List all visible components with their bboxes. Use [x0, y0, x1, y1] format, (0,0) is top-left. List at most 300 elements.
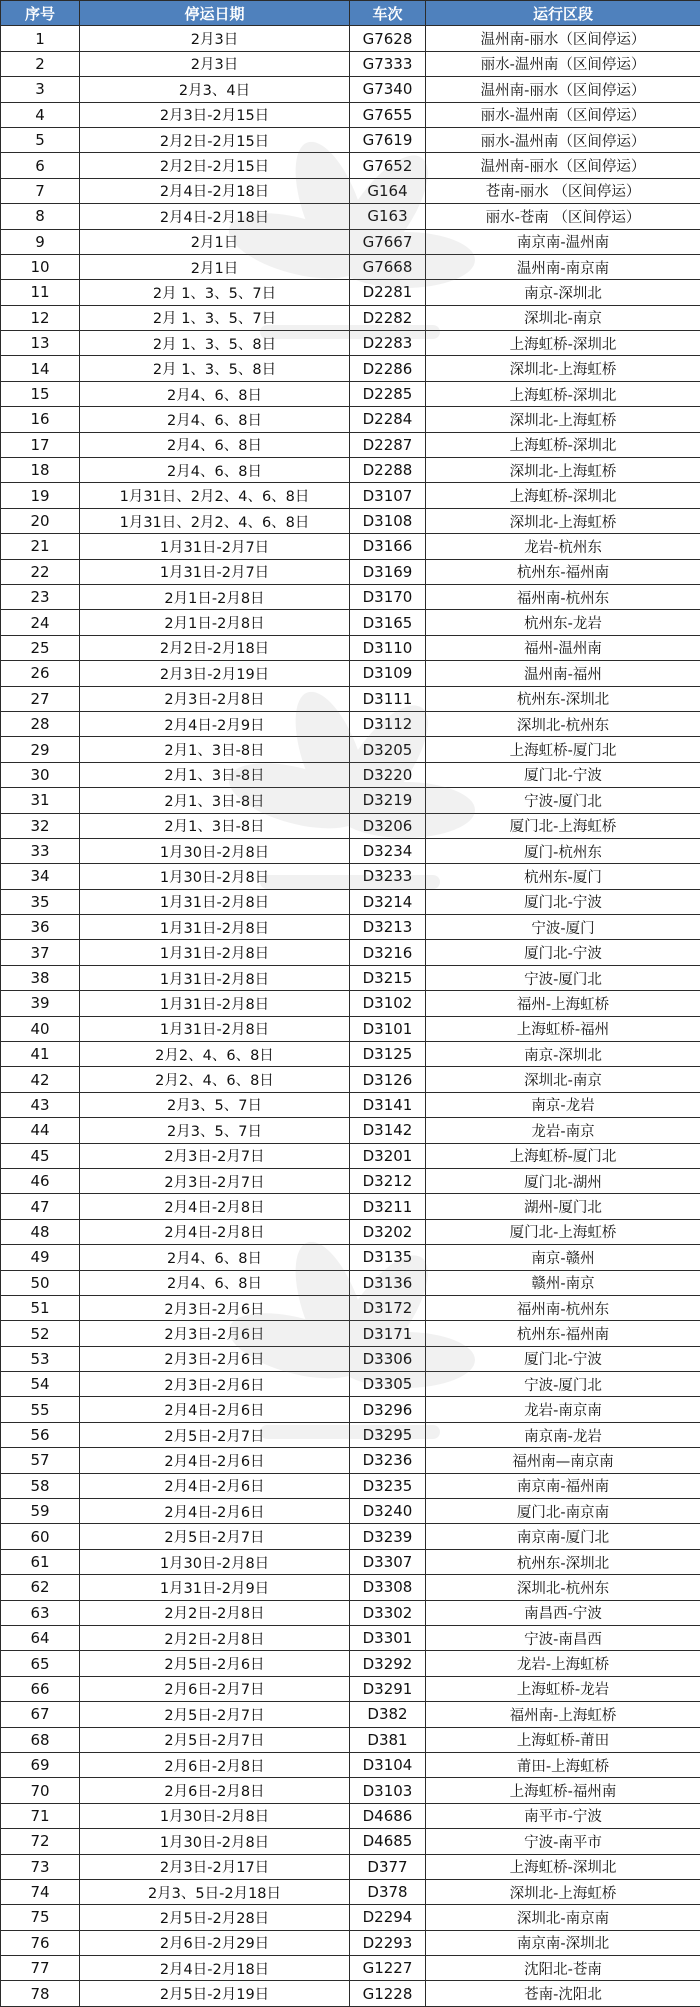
cell-seq: 44 — [1, 1118, 80, 1143]
cell-suspend-date: 2月2日-2月18日 — [80, 635, 350, 660]
cell-seq: 63 — [1, 1600, 80, 1625]
cell-route-section: 杭州东-厦门 — [426, 864, 700, 889]
cell-train-number: D381 — [350, 1727, 426, 1752]
cell-seq: 13 — [1, 331, 80, 356]
header-train-number: 车次 — [350, 1, 426, 26]
table-row — [1, 1042, 700, 1067]
cell-seq: 61 — [1, 1549, 80, 1574]
cell-suspend-date: 1月30日-2月8日 — [80, 1803, 350, 1828]
cell-suspend-date: 2月2、4、6、8日 — [80, 1067, 350, 1092]
cell-train-number: D2285 — [350, 381, 426, 406]
table-row — [1, 534, 700, 559]
cell-route-section: 温州南-福州 — [426, 661, 700, 686]
cell-seq: 1 — [1, 26, 80, 51]
cell-train-number: D3214 — [350, 889, 426, 914]
table-row — [1, 77, 700, 102]
cell-route-section: 厦门北-宁波 — [426, 762, 700, 787]
cell-seq: 42 — [1, 1067, 80, 1092]
cell-train-number: G7619 — [350, 127, 426, 152]
table-row — [1, 254, 700, 279]
cell-seq: 22 — [1, 559, 80, 584]
cell-route-section: 杭州东-深圳北 — [426, 686, 700, 711]
table-row — [1, 1295, 700, 1320]
cell-train-number: D3291 — [350, 1676, 426, 1701]
cell-route-section: 温州南-丽水（区间停运） — [426, 77, 700, 102]
cell-train-number: D3136 — [350, 1270, 426, 1295]
cell-train-number: D3239 — [350, 1524, 426, 1549]
cell-suspend-date: 2月2日-2月8日 — [80, 1600, 350, 1625]
header-row — [1, 1, 700, 26]
cell-train-number: D3296 — [350, 1397, 426, 1422]
cell-train-number: D2288 — [350, 458, 426, 483]
table-row — [1, 1016, 700, 1041]
cell-suspend-date: 2月3日 — [80, 51, 350, 76]
cell-suspend-date: 2月6日-2月8日 — [80, 1778, 350, 1803]
cell-seq: 23 — [1, 584, 80, 609]
cell-train-number: D377 — [350, 1854, 426, 1879]
table-row — [1, 686, 700, 711]
cell-route-section: 上海虹桥-厦门北 — [426, 737, 700, 762]
cell-suspend-date: 2月3、4日 — [80, 77, 350, 102]
cell-route-section: 上海虹桥-莆田 — [426, 1727, 700, 1752]
cell-seq: 73 — [1, 1854, 80, 1879]
cell-suspend-date: 1月31日-2月8日 — [80, 915, 350, 940]
cell-suspend-date: 2月5日-2月7日 — [80, 1702, 350, 1727]
table-row — [1, 1245, 700, 1270]
cell-suspend-date: 2月3、5、7日 — [80, 1092, 350, 1117]
cell-route-section: 深圳北-南京南 — [426, 1905, 700, 1930]
cell-route-section: 龙岩-上海虹桥 — [426, 1651, 700, 1676]
cell-route-section: 上海虹桥-龙岩 — [426, 1676, 700, 1701]
cell-seq: 47 — [1, 1194, 80, 1219]
table-row — [1, 204, 700, 229]
cell-route-section: 南京南-深圳北 — [426, 1930, 700, 1955]
cell-seq: 41 — [1, 1042, 80, 1067]
cell-route-section: 上海虹桥-深圳北 — [426, 432, 700, 457]
cell-train-number: D3102 — [350, 991, 426, 1016]
cell-seq: 24 — [1, 610, 80, 635]
cell-route-section: 厦门北-南京南 — [426, 1499, 700, 1524]
cell-suspend-date: 1月31日-2月7日 — [80, 534, 350, 559]
cell-seq: 37 — [1, 940, 80, 965]
cell-suspend-date: 1月31日-2月8日 — [80, 965, 350, 990]
cell-suspend-date: 1月30日-2月8日 — [80, 864, 350, 889]
cell-train-number: D3103 — [350, 1778, 426, 1803]
cell-train-number: D3236 — [350, 1448, 426, 1473]
table-row — [1, 1905, 700, 1930]
cell-route-section: 厦门北-宁波 — [426, 889, 700, 914]
cell-seq: 19 — [1, 483, 80, 508]
cell-train-number: D3302 — [350, 1600, 426, 1625]
cell-seq: 52 — [1, 1321, 80, 1346]
table-row — [1, 838, 700, 863]
cell-train-number: D3170 — [350, 584, 426, 609]
cell-route-section: 深圳北-上海虹桥 — [426, 508, 700, 533]
cell-train-number: D3172 — [350, 1295, 426, 1320]
cell-train-number: D2283 — [350, 331, 426, 356]
table-row — [1, 1473, 700, 1498]
cell-suspend-date: 2月2日-2月8日 — [80, 1626, 350, 1651]
cell-train-number: G7652 — [350, 153, 426, 178]
table-row — [1, 1879, 700, 1904]
table-row — [1, 965, 700, 990]
table-row — [1, 1803, 700, 1828]
cell-suspend-date: 2月2日-2月15日 — [80, 153, 350, 178]
cell-suspend-date: 2月5日-2月7日 — [80, 1727, 350, 1752]
cell-route-section: 沈阳北-苍南 — [426, 1956, 700, 1981]
table-row — [1, 889, 700, 914]
cell-train-number: D3171 — [350, 1321, 426, 1346]
cell-route-section: 福州南-杭州东 — [426, 584, 700, 609]
cell-route-section: 赣州-南京 — [426, 1270, 700, 1295]
cell-train-number: D3301 — [350, 1626, 426, 1651]
cell-seq: 27 — [1, 686, 80, 711]
cell-suspend-date: 2月4日-2月6日 — [80, 1499, 350, 1524]
cell-route-section: 南京南-龙岩 — [426, 1422, 700, 1447]
cell-seq: 40 — [1, 1016, 80, 1041]
cell-seq: 58 — [1, 1473, 80, 1498]
cell-route-section: 苍南-沈阳北 — [426, 1981, 700, 2006]
cell-seq: 51 — [1, 1295, 80, 1320]
table-row — [1, 407, 700, 432]
cell-train-number: D3233 — [350, 864, 426, 889]
cell-train-number: D378 — [350, 1879, 426, 1904]
cell-seq: 33 — [1, 838, 80, 863]
table-row — [1, 1372, 700, 1397]
cell-suspend-date: 2月 1、3、5、8日 — [80, 331, 350, 356]
cell-route-section: 宁波-厦门北 — [426, 788, 700, 813]
cell-suspend-date: 1月31日-2月9日 — [80, 1575, 350, 1600]
cell-suspend-date: 2月1、3日-8日 — [80, 813, 350, 838]
cell-train-number: D3201 — [350, 1143, 426, 1168]
cell-route-section: 温州南-丽水（区间停运） — [426, 26, 700, 51]
table-row — [1, 1676, 700, 1701]
table-row — [1, 356, 700, 381]
cell-seq: 56 — [1, 1422, 80, 1447]
cell-train-number: D3220 — [350, 762, 426, 787]
cell-route-section: 南京-龙岩 — [426, 1092, 700, 1117]
cell-train-number: D3109 — [350, 661, 426, 686]
cell-suspend-date: 2月5日-2月19日 — [80, 1981, 350, 2006]
table-row — [1, 1422, 700, 1447]
cell-route-section: 福州南-杭州东 — [426, 1295, 700, 1320]
cell-route-section: 南京-赣州 — [426, 1245, 700, 1270]
cell-train-number: D2286 — [350, 356, 426, 381]
cell-route-section: 上海虹桥-深圳北 — [426, 483, 700, 508]
cell-route-section: 深圳北-上海虹桥 — [426, 407, 700, 432]
cell-suspend-date: 1月31日-2月7日 — [80, 559, 350, 584]
cell-train-number: D3307 — [350, 1549, 426, 1574]
cell-suspend-date: 1月31日-2月8日 — [80, 991, 350, 1016]
cell-route-section: 南平市-宁波 — [426, 1803, 700, 1828]
cell-route-section: 上海虹桥-厦门北 — [426, 1143, 700, 1168]
cell-suspend-date: 1月31日-2月8日 — [80, 889, 350, 914]
cell-seq: 36 — [1, 915, 80, 940]
table-row — [1, 1194, 700, 1219]
cell-seq: 59 — [1, 1499, 80, 1524]
table-row — [1, 1575, 700, 1600]
table-row — [1, 991, 700, 1016]
table-row — [1, 1168, 700, 1193]
cell-train-number: D3165 — [350, 610, 426, 635]
cell-train-number: G1228 — [350, 1981, 426, 2006]
cell-train-number: D4685 — [350, 1829, 426, 1854]
cell-suspend-date: 2月4、6、8日 — [80, 432, 350, 457]
cell-train-number: D3212 — [350, 1168, 426, 1193]
cell-suspend-date: 2月6日-2月8日 — [80, 1752, 350, 1777]
table-row — [1, 1524, 700, 1549]
cell-suspend-date: 2月4、6、8日 — [80, 1245, 350, 1270]
table-row — [1, 1549, 700, 1574]
cell-route-section: 苍南-丽水 （区间停运） — [426, 178, 700, 203]
cell-seq: 43 — [1, 1092, 80, 1117]
cell-route-section: 上海虹桥-福州 — [426, 1016, 700, 1041]
table-row — [1, 610, 700, 635]
table-row — [1, 280, 700, 305]
cell-train-number: D3206 — [350, 813, 426, 838]
table-row — [1, 1702, 700, 1727]
cell-suspend-date: 2月1日-2月8日 — [80, 610, 350, 635]
table-row — [1, 1346, 700, 1371]
table-row — [1, 1981, 700, 2006]
cell-seq: 26 — [1, 661, 80, 686]
cell-suspend-date: 2月4、6、8日 — [80, 407, 350, 432]
cell-train-number: D3111 — [350, 686, 426, 711]
table-row — [1, 813, 700, 838]
cell-seq: 53 — [1, 1346, 80, 1371]
table-row — [1, 51, 700, 76]
cell-suspend-date: 2月5日-2月7日 — [80, 1524, 350, 1549]
cell-seq: 76 — [1, 1930, 80, 1955]
cell-seq: 64 — [1, 1626, 80, 1651]
cell-train-number: D3240 — [350, 1499, 426, 1524]
cell-train-number: G7668 — [350, 254, 426, 279]
cell-suspend-date: 2月4、6、8日 — [80, 381, 350, 406]
cell-suspend-date: 1月31日-2月8日 — [80, 940, 350, 965]
table-row — [1, 483, 700, 508]
cell-seq: 54 — [1, 1372, 80, 1397]
table-row — [1, 1118, 700, 1143]
cell-train-number: D2284 — [350, 407, 426, 432]
cell-train-number: D3126 — [350, 1067, 426, 1092]
cell-suspend-date: 2月3日-2月17日 — [80, 1854, 350, 1879]
cell-train-number: G7655 — [350, 102, 426, 127]
cell-train-number: G164 — [350, 178, 426, 203]
cell-seq: 45 — [1, 1143, 80, 1168]
cell-train-number: D2287 — [350, 432, 426, 457]
cell-train-number: D3295 — [350, 1422, 426, 1447]
cell-suspend-date: 2月3、5、7日 — [80, 1118, 350, 1143]
cell-seq: 8 — [1, 204, 80, 229]
cell-route-section: 厦门-杭州东 — [426, 838, 700, 863]
cell-route-section: 宁波-厦门北 — [426, 965, 700, 990]
header-suspend-date: 停运日期 — [80, 1, 350, 26]
table-row — [1, 331, 700, 356]
cell-route-section: 深圳北-上海虹桥 — [426, 356, 700, 381]
cell-train-number: D3125 — [350, 1042, 426, 1067]
cell-route-section: 上海虹桥-深圳北 — [426, 1854, 700, 1879]
cell-train-number: G7667 — [350, 229, 426, 254]
cell-route-section: 南昌西-宁波 — [426, 1600, 700, 1625]
table-header — [1, 1, 700, 26]
cell-suspend-date: 2月3日-2月7日 — [80, 1168, 350, 1193]
cell-route-section: 上海虹桥-深圳北 — [426, 331, 700, 356]
cell-train-number: D3202 — [350, 1219, 426, 1244]
cell-seq: 32 — [1, 813, 80, 838]
cell-train-number: D3107 — [350, 483, 426, 508]
table-row — [1, 127, 700, 152]
cell-route-section: 南京南-厦门北 — [426, 1524, 700, 1549]
cell-route-section: 温州南-南京南 — [426, 254, 700, 279]
header-seq: 序号 — [1, 1, 80, 26]
cell-seq: 38 — [1, 965, 80, 990]
cell-route-section: 龙岩-南京南 — [426, 1397, 700, 1422]
cell-train-number: D3141 — [350, 1092, 426, 1117]
cell-train-number: D3110 — [350, 635, 426, 660]
cell-suspend-date: 2月6日-2月29日 — [80, 1930, 350, 1955]
cell-route-section: 湖州-厦门北 — [426, 1194, 700, 1219]
cell-suspend-date: 2月1日-2月8日 — [80, 584, 350, 609]
cell-route-section: 莆田-上海虹桥 — [426, 1752, 700, 1777]
cell-seq: 6 — [1, 153, 80, 178]
cell-route-section: 龙岩-南京 — [426, 1118, 700, 1143]
table-row — [1, 1930, 700, 1955]
cell-route-section: 厦门北-上海虹桥 — [426, 813, 700, 838]
cell-route-section: 龙岩-杭州东 — [426, 534, 700, 559]
cell-suspend-date: 2月3日-2月8日 — [80, 686, 350, 711]
table-row — [1, 1956, 700, 1981]
cell-seq: 77 — [1, 1956, 80, 1981]
cell-suspend-date: 2月 1、3、5、7日 — [80, 280, 350, 305]
table-row — [1, 102, 700, 127]
cell-train-number: G1227 — [350, 1956, 426, 1981]
cell-seq: 7 — [1, 178, 80, 203]
cell-seq: 72 — [1, 1829, 80, 1854]
cell-suspend-date: 2月1、3日-8日 — [80, 788, 350, 813]
cell-train-number: D382 — [350, 1702, 426, 1727]
cell-route-section: 杭州东-福州南 — [426, 1321, 700, 1346]
cell-suspend-date: 2月3日-2月6日 — [80, 1295, 350, 1320]
cell-suspend-date: 2月1、3日-8日 — [80, 762, 350, 787]
table-row — [1, 1854, 700, 1879]
cell-train-number: D3135 — [350, 1245, 426, 1270]
cell-suspend-date: 2月4日-2月18日 — [80, 178, 350, 203]
cell-seq: 12 — [1, 305, 80, 330]
table-row — [1, 584, 700, 609]
cell-route-section: 丽水-温州南（区间停运） — [426, 127, 700, 152]
table-row — [1, 1600, 700, 1625]
cell-suspend-date: 1月31日、2月2、4、6、8日 — [80, 483, 350, 508]
cell-suspend-date: 2月5日-2月28日 — [80, 1905, 350, 1930]
cell-suspend-date: 2月4日-2月18日 — [80, 204, 350, 229]
cell-suspend-date: 2月4日-2月8日 — [80, 1219, 350, 1244]
cell-seq: 17 — [1, 432, 80, 457]
cell-route-section: 深圳北-杭州东 — [426, 1575, 700, 1600]
table-row — [1, 1067, 700, 1092]
cell-route-section: 宁波-南平市 — [426, 1829, 700, 1854]
cell-seq: 31 — [1, 788, 80, 813]
table-row — [1, 1651, 700, 1676]
cell-train-number: D3205 — [350, 737, 426, 762]
cell-seq: 48 — [1, 1219, 80, 1244]
header-route-section: 运行区段 — [426, 1, 700, 26]
cell-route-section: 杭州东-深圳北 — [426, 1549, 700, 1574]
cell-seq: 10 — [1, 254, 80, 279]
table-row — [1, 1219, 700, 1244]
cell-route-section: 温州南-丽水（区间停运） — [426, 153, 700, 178]
cell-suspend-date: 2月3日-2月6日 — [80, 1372, 350, 1397]
table-row — [1, 1829, 700, 1854]
cell-seq: 70 — [1, 1778, 80, 1803]
table-row — [1, 1321, 700, 1346]
table-row — [1, 711, 700, 736]
table-row — [1, 559, 700, 584]
cell-seq: 78 — [1, 1981, 80, 2006]
cell-seq: 74 — [1, 1879, 80, 1904]
cell-suspend-date: 2月4日-2月6日 — [80, 1473, 350, 1498]
cell-route-section: 厦门北-宁波 — [426, 1346, 700, 1371]
cell-route-section: 福州-上海虹桥 — [426, 991, 700, 1016]
cell-suspend-date: 1月31日-2月8日 — [80, 1016, 350, 1041]
cell-route-section: 深圳北-南京 — [426, 305, 700, 330]
cell-route-section: 丽水-温州南（区间停运） — [426, 51, 700, 76]
cell-train-number: D3219 — [350, 788, 426, 813]
cell-seq: 11 — [1, 280, 80, 305]
cell-suspend-date: 2月3日-2月7日 — [80, 1143, 350, 1168]
table-row — [1, 432, 700, 457]
cell-route-section: 南京南-福州南 — [426, 1473, 700, 1498]
cell-route-section: 宁波-南昌西 — [426, 1626, 700, 1651]
cell-train-number: D2294 — [350, 1905, 426, 1930]
cell-seq: 4 — [1, 102, 80, 127]
cell-seq: 9 — [1, 229, 80, 254]
table-row — [1, 305, 700, 330]
cell-train-number: D3108 — [350, 508, 426, 533]
table-row — [1, 635, 700, 660]
cell-seq: 15 — [1, 381, 80, 406]
cell-train-number: G7333 — [350, 51, 426, 76]
cell-seq: 34 — [1, 864, 80, 889]
cell-train-number: D2281 — [350, 280, 426, 305]
cell-seq: 28 — [1, 711, 80, 736]
cell-train-number: D3235 — [350, 1473, 426, 1498]
table-row — [1, 788, 700, 813]
table-row — [1, 661, 700, 686]
cell-seq: 5 — [1, 127, 80, 152]
cell-route-section: 杭州东-龙岩 — [426, 610, 700, 635]
table-row — [1, 508, 700, 533]
table-row — [1, 178, 700, 203]
cell-train-number: D3169 — [350, 559, 426, 584]
table-row — [1, 153, 700, 178]
table-row — [1, 1092, 700, 1117]
table-row — [1, 458, 700, 483]
cell-suspend-date: 2月3、5日-2月18日 — [80, 1879, 350, 1904]
cell-suspend-date: 2月1、3日-8日 — [80, 737, 350, 762]
cell-seq: 60 — [1, 1524, 80, 1549]
cell-train-number: G7628 — [350, 26, 426, 51]
table-row — [1, 940, 700, 965]
table-row — [1, 1448, 700, 1473]
cell-suspend-date: 2月4日-2月6日 — [80, 1397, 350, 1422]
cell-route-section: 深圳北-上海虹桥 — [426, 458, 700, 483]
cell-suspend-date: 2月6日-2月7日 — [80, 1676, 350, 1701]
cell-suspend-date: 2月4日-2月8日 — [80, 1194, 350, 1219]
cell-suspend-date: 1月30日-2月8日 — [80, 1549, 350, 1574]
cell-suspend-date: 2月 1、3、5、8日 — [80, 356, 350, 381]
cell-seq: 2 — [1, 51, 80, 76]
cell-seq: 65 — [1, 1651, 80, 1676]
